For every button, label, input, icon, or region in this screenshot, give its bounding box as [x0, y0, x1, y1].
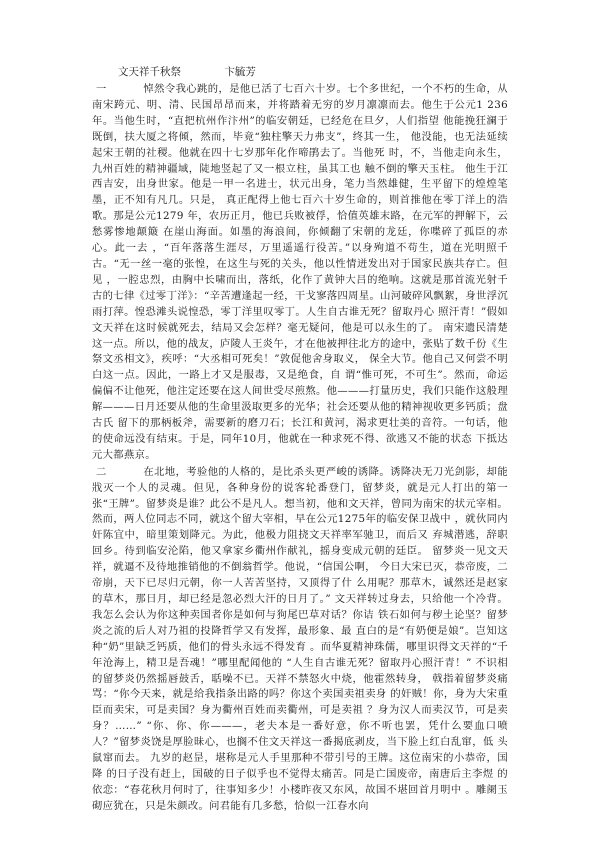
paragraph-text: 在北地，考验他的人格的，是比杀头更严峻的诱降。诱降决无刀光剑影，却能 戕灭一个人的灵魂。但见，各种身份的说客轮番登门，留梦炎，就是元人打出的第一张“王牌”。留梦炎是谁？此公不是凡人。想当初，他和文天祥，曾同为南宋的状元宰相。 然而，两人位同志不同，就这个留大宰相，早在公元1275年的临安保卫战中 ，就伙同内奸陈宜中，暗里策划降元。为此，他极力阻挠文天祥率军驰卫，而后又 弃城潜逃，辞职回乡。待到临安沦陷，他又拿家乡衢州作献礼，摇身变成元朝的廷臣。 留梦炎一见文天祥，就逼不及待地推销他的不倒翁哲学。他说，“信国公啊， 今日大宋已灭，恭帝废，二帝崩，天下已尽归元朝，你一人苦苦坚持，又顶得了什 么用呢？那草木，诚然还是赵家的草木，那日月，却已经是忽必烈大汗的日月了。” 文天祥转过身去，只给他一个冷背。我怎么会认为你这种卖国者你是如何与狗尾巴草对话？你诘 铁石如何与秽土论坚？留梦炎之流的后人对乃祖的投降哲学又有发挥，最形象、最 直白的是“有奶便是娘”。岂知这种“奶”里缺乏钙质，他们的骨头永远不得发育 。而华夏精神珠儒，哪里识得文天祥的“千年沧海上，精卫是吾魂！”哪里配闻他的 “人生自古谁无死？留取丹心照汗青！” 不识相的留梦炎仍然摇唇鼓舌，聒噪不已。天祥不禁怒火中烧，他霍然转身， 戟指着留梦炎痛骂：“你今天来，就是给我指条出路的吗？你这个卖国卖祖卖身 的奸贼！你，身为大宋重臣而卖宋，可是卖国？身为衢州百姓而卖衢州，可是卖祖 ？身为汉人而卖汉节，可是卖身？……” “你、你、你———，老夫本是一番好意，你不听也罢，凭什么要血口喷人？”留梦炎饶是厚脸昧心，也搁不住文天祥这一番揭底剥皮，当下脸上红白乱窜，低 头鼠窜而去。 九岁的赵昰，堪称是元人手里那种不带引号的王牌。这位南宋的小恭帝，国降 的日子没有赶上，国破的日子似乎也不觉得太痛苦。同是亡国废帝，南唐后主李煜 的依恋：“春花秋月何时了，往事知多少！小楼昨夜又东风，故国不堪回首月明中 。雕阑玉砌应犹在，只是朱颜改。问君能有几多愁，恰似一江春水向	[92, 465, 508, 812]
title-line	[118, 64, 508, 80]
paragraph-2	[92, 465, 508, 815]
paragraph-text: 悼然令我心跳的，是他已活了七百六十岁。七个多世纪，一个不朽的生命，从 南宋跨元、明、清、民国昂昂而来，并将踏着无穷的岁月凛凛而去。他生于公元1 236年。当他生时，“直把杭州作汴州”的临安朝廷，已经危在旦夕，人们指望 他能挽狂澜于既倒，扶大厦之将倾，然而，毕竟“独柱擎天力弗支”，终其一生， 他没能，也无法延续起宋王朝的社稷。他就在四十七岁那年化作啼鹃去了。当他死 时，不，当他走向永生，九州百姓的精神疆域，陡地竖起了又一根立柱，虽其工也 触不倒的擎天玉柱。 他生于江西吉安，出身世家。他是一甲一名进士，状元出身，笔力当然雄健，生平留下的煌煌笔墨，正不知有凡几。只是， 真正配得上他七百六十岁生命的，则首推他在零丁洋上的浩歌。那是公元1279 年，农历正月，他已兵败被俘，恰值英雄末路，在元军的押解下，云愁雾惨地颠簸 在崖山海面。如墨的海浪间，你倾翻了宋朝的龙廷，你喋碎了孤臣的赤心。此一去 ，“百年落落生涯尽，万里遥遥行役苦。”以身殉道不苟生，道在光明照千古。“无一丝一毫的张惶，在这生与死的关头，他以性情迸发出对于国家民族共存亡。但见 ，一腔忠烈，由胸中长啸而出，落纸，化作了黄钟大吕的绝响。这就是那首流光射千 古的七律《过零丁洋》：“辛苦遭逢起一经，干戈寥落四周星。山河破碎风飘絮，身世浮沉雨打萍。惶恐滩头说惶恐，零丁洋里叹零丁。人生自古谁无死？留取丹心 照汗青！”假如文天祥在这时候就死去，结局又会怎样？毫无疑问，他是可以永生的了。 南宋遗民清楚这一点。所以，他的战友，庐陵人王炎午，才在他被押往北方的途中，张贴了数千份《生祭文丞相文》，疾呼：“大丞相可死矣！”敦促他舍身取义， 保全大节。他自己又何尝不明白这一点。因此，一路上才又是服毒，又是绝食，自 谓“惟可死，不可生”。然而，命运偏偏不让他死，他注定还要在这人间世受尽煎熬。他———打量历史，我们只能作这般理解———日月还要从他的生命里汲取更多的光华；社会还要从他的精神视收更多钙质；盘古氏 留下的那柄板斧，需要新的磨刀石；长江和黄河，渴求更壮美的音符。一句话，他 的使命远没有结束。于是，同年10月，他就在一种求死不得、欲逃又不能的状态 下抵达元大都燕京。	[92, 83, 508, 461]
paragraph-1	[92, 82, 508, 464]
section-number: 一	[96, 83, 107, 95]
section-number: 二	[96, 465, 107, 478]
document-author: 卞毓芳	[224, 66, 256, 78]
document-title: 文天祥千秋祭	[118, 66, 181, 78]
